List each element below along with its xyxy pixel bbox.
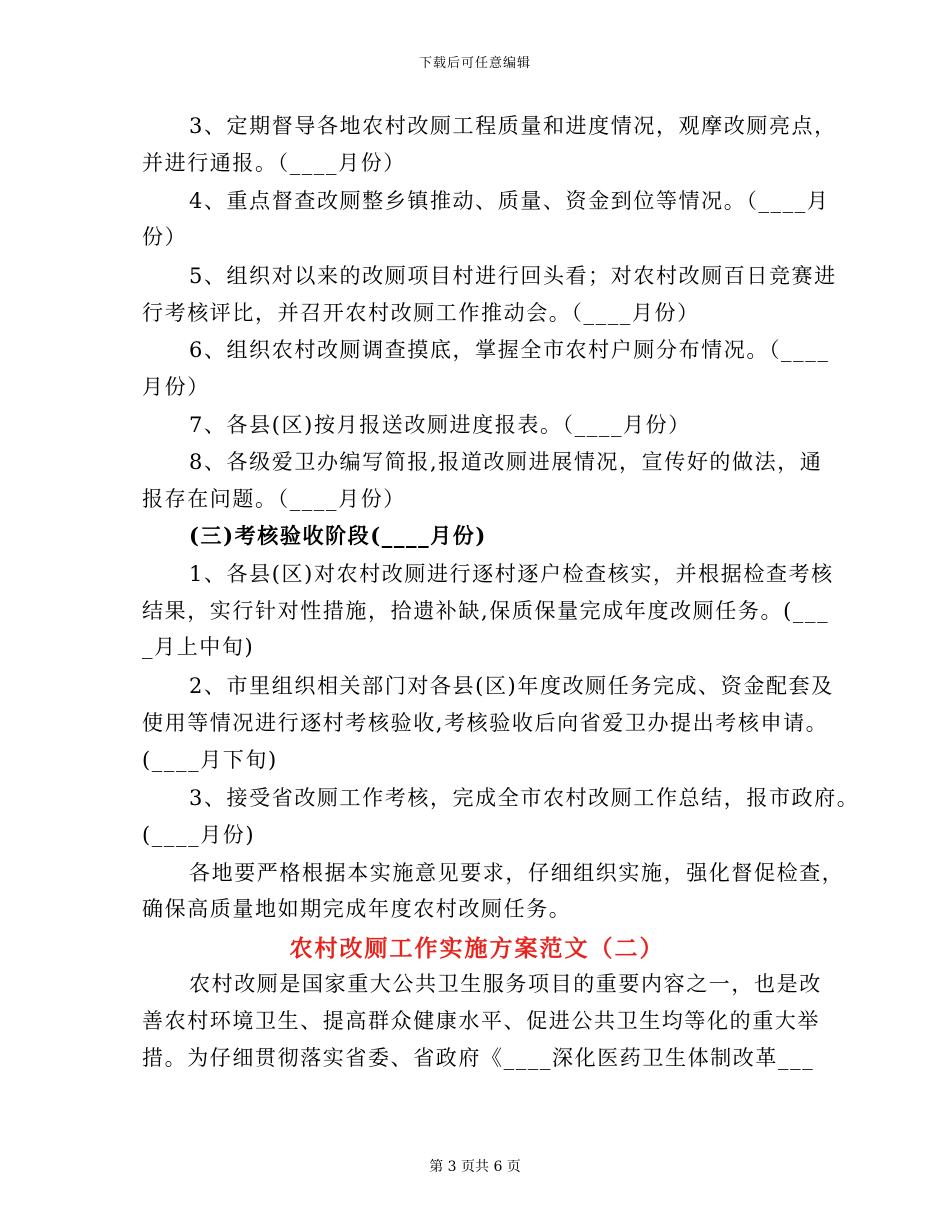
paragraph-line: 3、接受省改厕工作考核，完成全市农村改厕工作总结，报市政府。 [189,786,860,810]
paragraph-line: 使用等情况进行逐村考核验收,考核验收后向省爱卫办提出考核申请。 [142,711,829,735]
paragraph-line: (____月份) [142,823,256,847]
paragraph-line: _月上中旬) [142,635,255,659]
paragraph-line: 报存在问题。（____月份） [142,487,406,511]
paragraph-line: 措。为仔细贯彻落实省委、省政府《____深化医药卫生体制改革___ [142,1046,815,1070]
paragraph-line: 结果，实行针对性措施，拾遗补缺,保质保量完成年度改厕任务。(___ [142,599,830,623]
paragraph-line: 5、组织对以来的改厕项目村进行回头看；对农村改厕百日竞赛进 [189,264,837,288]
paragraph-line: 1、各县(区)对农村改厕进行逐村逐户检查核实，并根据检查考核 [189,562,834,586]
page-header-note: 下载后可任意编辑 [418,56,531,71]
section-title: 农村改厕工作实施方案范文（二） [289,935,665,962]
paragraph-line: 月份） [142,375,210,399]
paragraph-line: 8、各级爱卫办编写简报,报道改厕进展情况，宣传好的做法，通 [189,450,823,474]
paragraph-line: 行考核评比，并召开农村改厕工作推动会。（____月份） [142,301,700,325]
paragraph-line: 份） [142,225,188,249]
page-number: 第 3 页共 6 页 [429,1159,521,1175]
paragraph-line: 3、定期督导各地农村改厕工程质量和进度情况，观摩改厕亮点， [189,114,837,138]
paragraph-line: (____月下旬) [142,748,278,772]
subsection-heading: (三)考核验收阶段(____月份) [189,523,487,548]
paragraph-line: 7、各县(区)按月报送改厕进度报表。（____月份） [189,413,691,437]
paragraph-line: 并进行通报。（____月份） [142,151,406,175]
paragraph-line: 2、市里组织相关部门对各县(区)年度改厕任务完成、资金配套及 [189,674,834,698]
paragraph-line: 农村改厕是国家重大公共卫生服务项目的重要内容之一，也是改 [189,972,822,996]
paragraph-line: 6、组织农村改厕调查摸底，掌握全市农村户厕分布情况。（____ [189,338,830,362]
paragraph-line: 确保高质量地如期完成年度农村改厕任务。 [142,897,572,921]
paragraph-line: 各地要严格根据本实施意见要求，仔细组织实施，强化督促检查， [189,861,845,885]
paragraph-line: 善农村环境卫生、提高群众健康水平、促进公共卫生均等化的重大举 [142,1009,820,1033]
paragraph-line: 4、重点督查改厕整乡镇推动、质量、资金到位等情况。（____月 [189,189,830,213]
